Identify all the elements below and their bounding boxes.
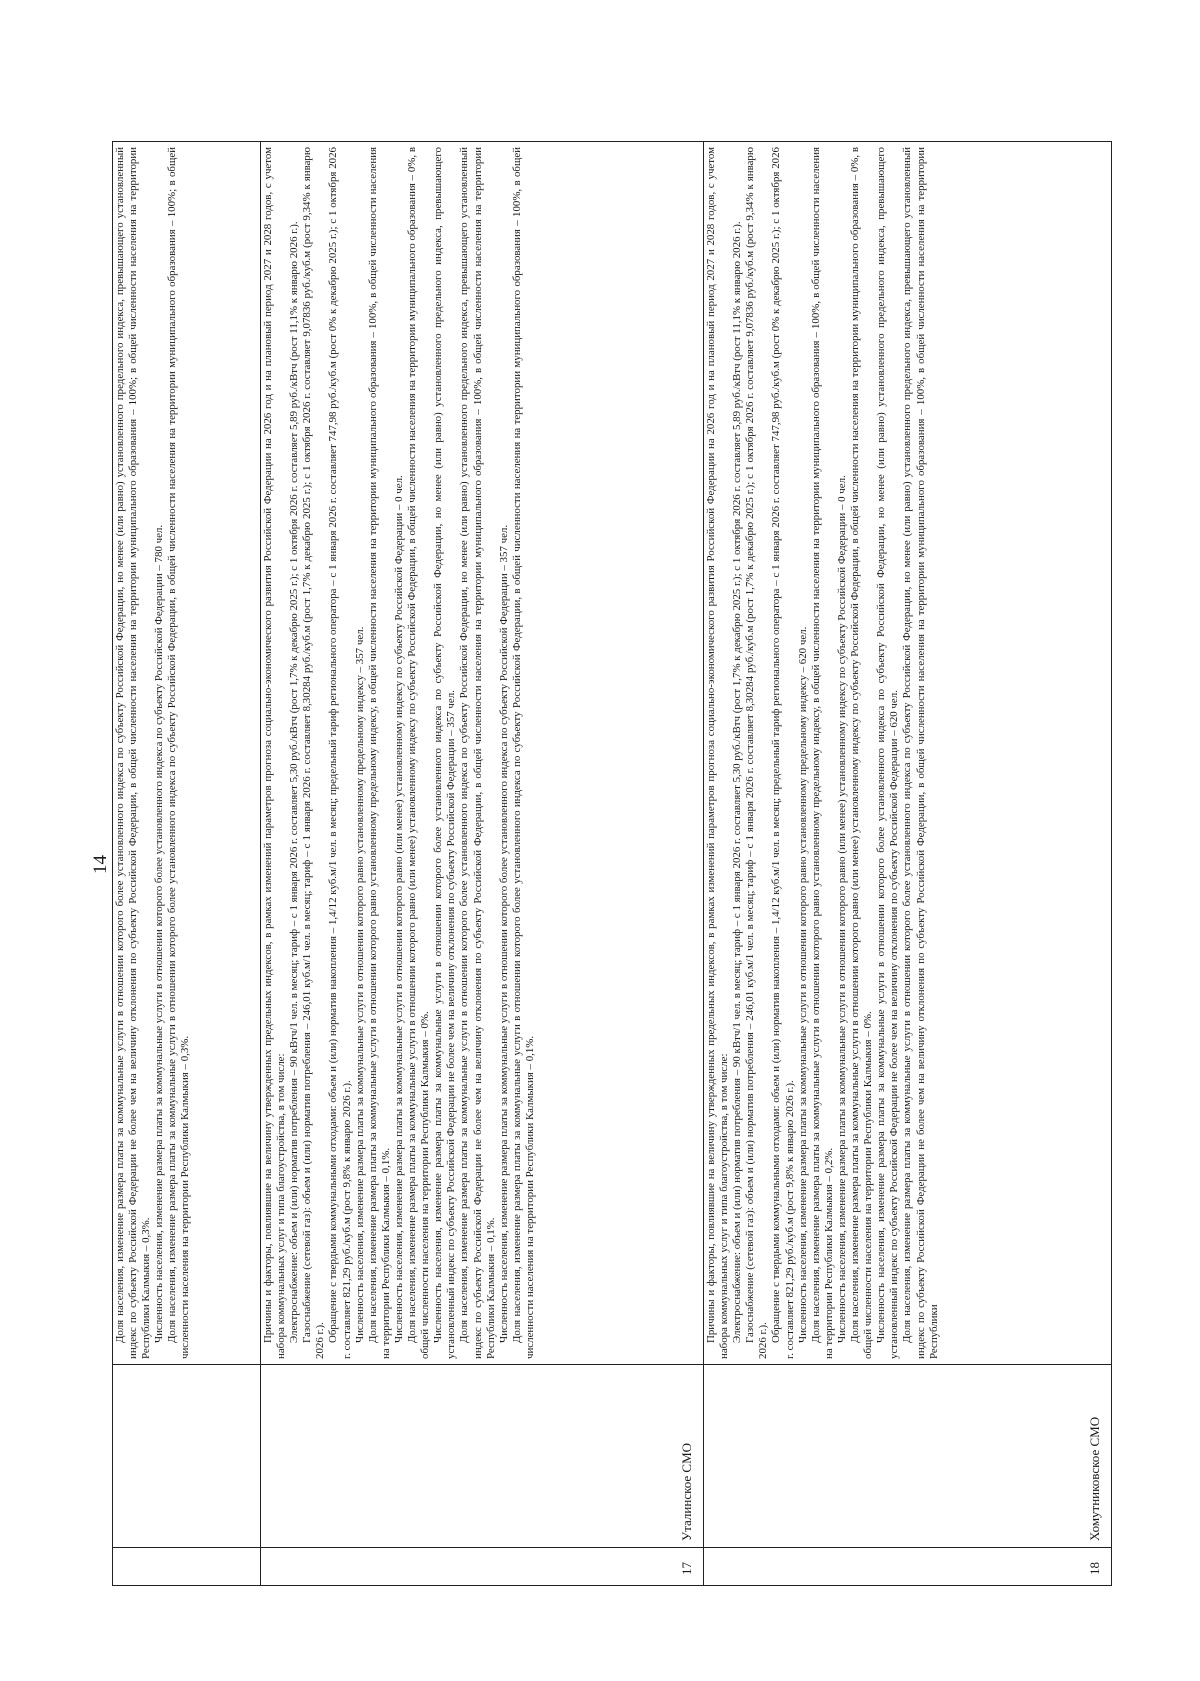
paragraph: Доля населения, изменение размера платы за коммунальные услуги в отношении которого равно установленному предельному индексу, в общей численности населения на территории муниципального образования – 100%, в общей численности населения на территории Республики Калмыкия – 0,2%. bbox=[809, 147, 835, 1359]
municipality-cell bbox=[704, 1364, 1111, 1547]
paragraph: Численность населения, изменение размера платы за коммунальные услуги в отношении которого более установленного индекса по субъекту Российской Федерации, но менее (или равно) установленного предельного индекса, превышающего установленный индекс по субъекту Российской Федерации не более чем на величину отклонения по субъекту Российской Федерации – 357 чел. bbox=[432, 147, 458, 1359]
paragraph: Доля населения, изменение размера платы за коммунальные услуги в отношении которого более установленного индекса по субъекту Российской Федерации, в общей численности населения на территории муниципального образования – 100%; в общей численности населения на территории Республики Калмыкия – 0,3%. bbox=[166, 147, 192, 1359]
paragraph: Электроснабжение: объем и (или) норматив потребления – 90 кВтч/1 чел. в месяц; тариф – с 1 января 2026 г. составляет 5,30 руб./кВтч (рост 1,7% к декабрю 2025 г.); с 1 октября 2026 г. составляет 5,89 руб./кВтч (рост 11,1% к январю 2026 г.). bbox=[731, 221, 744, 1343]
paragraph: Доля населения, изменение размера платы за коммунальные услуги в отношении которого более установленного индекса по субъекту Российской Федерации, но менее (или равно) установленного предельного индекса, превышающего установленный индекс по субъекту Российской Федерации не более чем на величину отклонения по субъекту Российской Федерации, в общей численности населения на территории муниципального образования – 100%, в общей численности населения на территории Республики Калмыкия – 0,1%. bbox=[458, 147, 497, 1359]
paragraph: Газоснабжение (сетевой газ): объем и (или) норматив потребления – 246,01 куб.м/1 чел. в месяц; тариф – с 1 января 2026 г. составляет 8,30284 руб./куб.м (рост 1,7% к декабрю 2025 г.); с 1 октября 2026 г. составляет 9,07836 руб./куб.м (рост 9,34% к январю 2026 г.). bbox=[744, 147, 770, 1359]
row-number-cell bbox=[704, 1547, 1111, 1585]
paragraph: Численность населения, изменение размера платы за коммунальные услуги в отношении которого равно установленному предельному индексу – 620 чел. bbox=[796, 626, 809, 1343]
paragraph: Численность населения, изменение размера платы за коммунальные услуги в отношении которого более установленного индекса по субъекту Российской Федерации – 357 чел. bbox=[497, 524, 510, 1343]
description-cell bbox=[704, 142, 1111, 1364]
paragraph: Обращение с твердыми коммунальными отходами: объем и (или) норматив накопления – 1,4/12 куб.м/1 чел. в месяц; предельный тариф регионального оператора – с 1 января 2026 г. составляет 747,98 руб./куб.м (рост 0% к декабрю 2025 г.); с 1 октября 2026 г. составляет 821,29 руб./куб.м (рост 9,8% к январю 2026 г.). bbox=[327, 147, 353, 1359]
paragraph: Причины и факторы, повлиявшие на величину утвержденных предельных индексов, в рамках изменений параметров прогноза социально-экономического развития Российской Федерации на 2026 год и на плановый период 2027 и 2028 годов, с учетом набора коммунальных услуг и типа благоустройства, в том числе: bbox=[262, 147, 288, 1359]
municipality-name: Уталинское СМО bbox=[679, 1442, 694, 1541]
description-cell bbox=[261, 142, 703, 1364]
paragraph: Численность населения, изменение размера платы за коммунальные услуги в отношении которого более установленного индекса по субъекту Российской Федерации, но менее (или равно) установленного предельного индекса, превышающего установленный индекс по субъекту Российской Федерации не более чем на величину отклонения по субъекту Российской Федерации – 620 чел. bbox=[875, 147, 901, 1359]
paragraph: Численность населения, изменение размера платы за коммунальные услуги в отношении которого равно (или менее) установленному индексу по субъекту Российской Федерации – 0 чел. bbox=[835, 475, 848, 1343]
row-number: 18 bbox=[1087, 1562, 1102, 1575]
municipality-cell bbox=[113, 1364, 260, 1547]
paragraph: Численность населения, изменение размера платы за коммунальные услуги в отношении которого более установленного индекса по субъекту Российской Федерации – 780 чел. bbox=[153, 524, 166, 1343]
row-number-cell bbox=[261, 1547, 703, 1585]
row-number: 17 bbox=[679, 1562, 694, 1575]
paragraph: Электроснабжение: объем и (или) норматив потребления – 90 кВтч/1 чел. в месяц; тариф – с 1 января 2026 г. составляет 5,30 руб./кВтч (рост 1,7% к декабрю 2025 г.); с 1 октября 2026 г. составляет 5,89 руб./кВтч (рост 11,1% к январю 2026 г.). bbox=[288, 221, 301, 1343]
table-row bbox=[704, 142, 1111, 1585]
page-number: 14 bbox=[90, 855, 111, 874]
data-table bbox=[112, 141, 1112, 1586]
paragraph: Газоснабжение (сетевой газ): объем и (или) норматив потребления – 246,01 куб.м/1 чел. в месяц; тариф – с 1 января 2026 г. составляет 8,30284 руб./куб.м (рост 1,7% к декабрю 2025 г.); с 1 октября 2026 г. составляет 9,07836 руб./куб.м (рост 9,34% к январю 2026 г.). bbox=[301, 147, 327, 1359]
municipality-cell bbox=[261, 1364, 703, 1547]
table-row bbox=[261, 142, 704, 1585]
paragraph: Доля населения, изменение размера платы за коммунальные услуги в отношении которого более установленного индекса по субъекту Российской Федерации, но менее (или равно) установленного предельного индекса, превышающего установленный индекс по субъекту Российской Федерации не более чем на величину отклонения по субъекту Российской Федерации, в общей численности населения на территории муниципального образования – 100%, в общей численности населения на территории Республики bbox=[901, 147, 940, 1359]
paragraph: Доля населения, изменение размера платы за коммунальные услуги в отношении которого более установленного индекса по субъекту Российской Федерации, но менее (или равно) установленного предельного индекса, превышающего установленный индекс по субъекту Российской Федерации не более чем на величину отклонения по субъекту Российской Федерации, в общей численности населения на территории муниципального образования – 100%; в общей численности населения на территории Республики Калмыкия – 0,3%. bbox=[114, 147, 153, 1359]
paragraph: Доля населения, изменение размера платы за коммунальные услуги в отношении которого равно (или менее) установленному индексу по субъекту Российской Федерации, в общей численности населения на территории муниципального образования – 0%, в общей численности населения на территории Республики Калмыкия – 0%. bbox=[849, 147, 875, 1359]
table-row bbox=[113, 142, 261, 1585]
municipality-name: Хомутниковское СМО bbox=[1087, 1416, 1102, 1541]
paragraph: Доля населения, изменение размера платы за коммунальные услуги в отношении которого более установленного индекса по субъекту Российской Федерации, в общей численности населения на территории муниципального образования – 100%, в общей численности населения на территории Республики Калмыкия – 0,1%. bbox=[510, 147, 536, 1359]
paragraph: Доля населения, изменение размера платы за коммунальные услуги в отношении которого равно (или менее) установленному индексу по субъекту Российской Федерации, в общей численности населения на территории муниципального образования – 0%, в общей численности населения на территории Республики Калмыкия – 0%. bbox=[406, 147, 432, 1359]
paragraph: Численность населения, изменение размера платы за коммунальные услуги в отношении которого равно (или менее) установленному индексу по субъекту Российской Федерации – 0 чел. bbox=[392, 475, 405, 1343]
row-number-cell bbox=[113, 1547, 260, 1585]
paragraph: Причины и факторы, повлиявшие на величину утвержденных предельных индексов, в рамках изменений параметров прогноза социально-экономического развития Российской Федерации на 2026 год и на плановый период 2027 и 2028 годов, с учетом набора коммунальных услуг и типа благоустройства, в том числе: bbox=[705, 147, 731, 1359]
paragraph: Доля населения, изменение размера платы за коммунальные услуги в отношении которого равно установленному предельному индексу, в общей численности населения на территории муниципального образования – 100%, в общей численности населения на территории Республики Калмыкия – 0,1%. bbox=[366, 147, 392, 1359]
description-cell bbox=[113, 142, 260, 1364]
paragraph: Обращение с твердыми коммунальными отходами: объем и (или) норматив накопления – 1,4/12 куб.м/1 чел. в месяц; предельный тариф регионального оператора – с 1 января 2026 г. составляет 747,98 руб./куб.м (рост 0% к декабрю 2025 г.); с 1 октября 2026 г. составляет 821,29 руб./куб.м (рост 9,8% к январю 2026 г.). bbox=[770, 147, 796, 1359]
paragraph: Численность населения, изменение размера платы за коммунальные услуги в отношении которого равно установленному предельному индексу – 357 чел. bbox=[353, 626, 366, 1343]
